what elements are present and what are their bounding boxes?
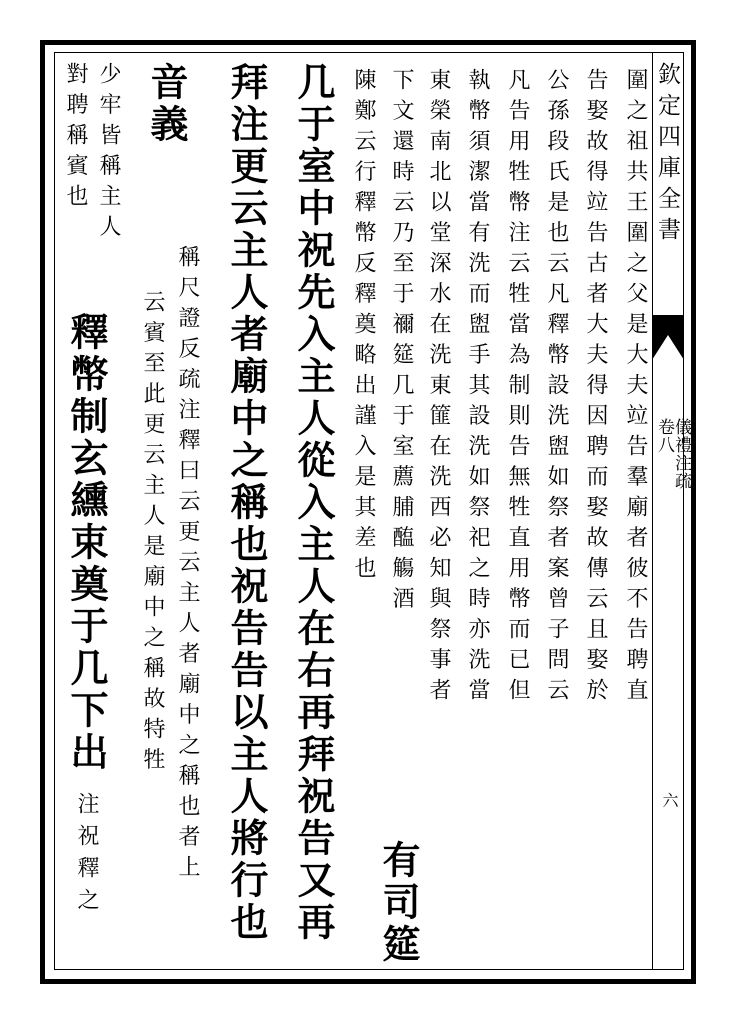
text-column-13: 少牢皆稱主人 <box>96 62 121 245</box>
text-column-10: 拜注更云主人者廟中之稱也祝告告以主人將行也 <box>224 62 269 944</box>
fish-tail-mark-icon <box>652 315 684 360</box>
text-column-12: 云賓至此更云主人是廟中之稱故特牲 <box>140 290 165 778</box>
text-column-6: 東榮南北以堂深水在洗東篚在洗西必知與祭事者 <box>426 68 451 709</box>
text-column-2: 告娶故得竝告古者大夫得因聘而娶故傳云且娶於 <box>583 68 608 709</box>
text-column-11-small: 稱尺證反疏注釋曰云更云主人者廟中之稱也者上 <box>175 245 200 886</box>
text-column-8-small: 陳鄭云行釋幣反釋奠略出謹入是其差也 <box>351 68 376 587</box>
margin-volume: 卷八 <box>654 418 674 454</box>
text-column-9: 几于室中祝先入主人從入主人在右再拜祝告又再 <box>291 62 336 944</box>
text-column-8-large: 有司筵 <box>376 840 421 966</box>
text-column-14: 對聘稱賓也 <box>63 62 88 215</box>
text-column-1: 圍之祖共王圍之父是大夫竝告羣廟者彼不告聘直 <box>623 68 648 709</box>
text-column-4: 凡告用牲幣注云牲當為制則告無牲直用幣而已但 <box>505 68 530 709</box>
text-column-15-large: 釋幣制玄纁束奠于几下出 <box>64 312 109 774</box>
margin-title: 欽定四庫全書 <box>654 62 680 248</box>
margin-page-number: 六 <box>660 792 679 808</box>
margin-book-title: 儀禮注疏 <box>671 418 691 490</box>
text-column-5: 執幣須潔當有洗而盥手其設洗如祭祀之時亦洗當 <box>465 68 490 709</box>
text-column-11-large: 音義 <box>144 62 189 146</box>
text-column-7: 下文還時云乃至于禰筵几于室薦脯醢觴酒 <box>389 68 414 617</box>
text-column-15-small: 注祝釋之 <box>74 792 99 920</box>
text-column-3: 公孫段氏是也云凡釋幣設洗盥如祭者案曾子問云 <box>544 68 569 709</box>
